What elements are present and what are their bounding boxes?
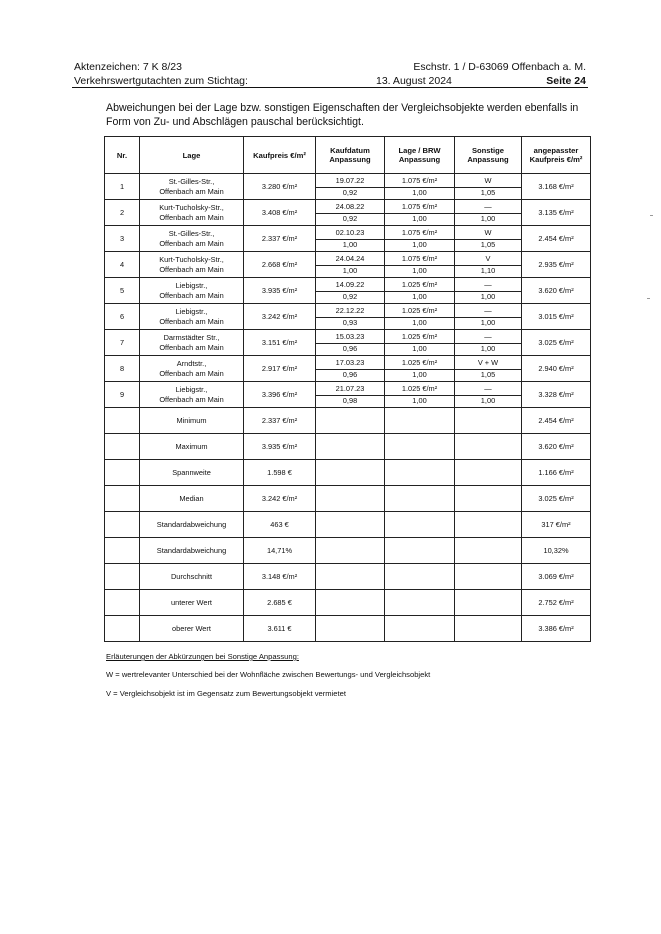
cell-lage: St.-Gilles-Str., Offenbach am Main xyxy=(140,174,244,200)
cell-angepasst: 3.015 €/m² xyxy=(522,304,591,330)
stat-angepasst: 3.025 €/m² xyxy=(522,486,591,512)
cell-sonstige: — 1,00 xyxy=(455,200,522,226)
stat-angepasst: 2.454 €/m² xyxy=(522,408,591,434)
cell-lage: Liebigstr., Offenbach am Main xyxy=(140,278,244,304)
stat-empty xyxy=(455,460,522,486)
col-header-kaufdatum: Kaufdatum Anpassung xyxy=(316,137,385,174)
stat-empty xyxy=(455,590,522,616)
page-header-right xyxy=(376,60,586,88)
cell-kaufpreis: 3.242 €/m² xyxy=(244,304,316,330)
stat-empty xyxy=(455,616,522,642)
stat-empty xyxy=(316,512,385,538)
col-header-angepasst: angepasster Kaufpreis €/m² xyxy=(522,137,591,174)
cell-nr: 2 xyxy=(105,200,140,226)
table-row xyxy=(105,252,591,278)
cell-angepasst: 2.935 €/m² xyxy=(522,252,591,278)
table-row xyxy=(105,174,591,200)
cell-lage: Liebigstr., Offenbach am Main xyxy=(140,382,244,408)
stat-angepasst: 3.386 €/m² xyxy=(522,616,591,642)
page-number: Seite 24 xyxy=(546,75,586,87)
cell-nr-empty xyxy=(105,460,140,486)
cell-sonstige: — 1,00 xyxy=(455,304,522,330)
cell-lage: Kurt-Tucholsky-Str., Offenbach am Main xyxy=(140,252,244,278)
cell-nr: 1 xyxy=(105,174,140,200)
cell-angepasst: 3.328 €/m² xyxy=(522,382,591,408)
stat-label: Standardabweichung xyxy=(140,538,244,564)
cell-kaufpreis: 2.917 €/m² xyxy=(244,356,316,382)
stat-row xyxy=(105,434,591,460)
cell-brw: 1.075 €/m² 1,00 xyxy=(385,226,455,252)
stat-row xyxy=(105,408,591,434)
cell-nr-empty xyxy=(105,434,140,460)
cell-kaufpreis: 3.280 €/m² xyxy=(244,174,316,200)
report-date: 13. August 2024 xyxy=(376,75,452,87)
scan-mark xyxy=(647,298,650,299)
report-subject: Verkehrswertgutachten zum Stichtag: xyxy=(74,75,248,87)
cell-kaufdatum: 02.10.23 1,00 xyxy=(316,226,385,252)
stat-empty xyxy=(316,434,385,460)
intro-paragraph: Abweichungen bei der Lage bzw. sonstigen Eigenschaften der Vergleichsobjekte werden ebenfalls in Form von Zu- und Abschlägen pauschal berücksichtigt. xyxy=(106,102,579,128)
cell-nr: 3 xyxy=(105,226,140,252)
case-number: Aktenzeichen: 7 K 8/23 xyxy=(74,61,182,73)
stat-row xyxy=(105,512,591,538)
table-row xyxy=(105,278,591,304)
footnote-v: V = Vergleichsobjekt ist im Gegensatz zum Bewertungsobjekt vermietet xyxy=(106,689,346,698)
stat-label: Standardabweichung xyxy=(140,512,244,538)
stat-empty xyxy=(455,538,522,564)
address: Eschstr. 1 / D-63069 Offenbach a. M. xyxy=(413,61,586,73)
cell-lage: Kurt-Tucholsky-Str., Offenbach am Main xyxy=(140,200,244,226)
col-header-brw: Lage / BRW Anpassung xyxy=(385,137,455,174)
header-divider xyxy=(72,87,588,88)
stat-row xyxy=(105,616,591,642)
stat-label: unterer Wert xyxy=(140,590,244,616)
col-header-lage: Lage xyxy=(140,137,244,174)
cell-kaufpreis: 3.935 €/m² xyxy=(244,278,316,304)
stat-kaufpreis: 3.611 € xyxy=(244,616,316,642)
table-row xyxy=(105,382,591,408)
table-header-row xyxy=(105,137,591,174)
cell-brw: 1.025 €/m² 1,00 xyxy=(385,278,455,304)
stat-kaufpreis: 3.148 €/m² xyxy=(244,564,316,590)
cell-nr-empty xyxy=(105,538,140,564)
stat-empty xyxy=(385,564,455,590)
cell-lage: Liebigstr., Offenbach am Main xyxy=(140,304,244,330)
cell-nr-empty xyxy=(105,590,140,616)
cell-nr-empty xyxy=(105,486,140,512)
scan-mark xyxy=(650,215,653,216)
cell-brw: 1.025 €/m² 1,00 xyxy=(385,356,455,382)
cell-nr: 4 xyxy=(105,252,140,278)
cell-nr-empty xyxy=(105,564,140,590)
cell-sonstige: W 1,05 xyxy=(455,226,522,252)
cell-nr: 6 xyxy=(105,304,140,330)
stat-empty xyxy=(385,512,455,538)
cell-angepasst: 3.168 €/m² xyxy=(522,174,591,200)
cell-sonstige: — 1,00 xyxy=(455,278,522,304)
cell-brw: 1.025 €/m² 1,00 xyxy=(385,304,455,330)
stat-label: Median xyxy=(140,486,244,512)
cell-sonstige: V + W 1,05 xyxy=(455,356,522,382)
cell-sonstige: W 1,05 xyxy=(455,174,522,200)
cell-brw: 1.075 €/m² 1,00 xyxy=(385,252,455,278)
stat-label: oberer Wert xyxy=(140,616,244,642)
stat-angepasst: 10,32% xyxy=(522,538,591,564)
cell-kaufpreis: 3.151 €/m² xyxy=(244,330,316,356)
cell-sonstige: V 1,10 xyxy=(455,252,522,278)
date-page-line xyxy=(376,74,586,88)
cell-kaufdatum: 15.03.23 0,96 xyxy=(316,330,385,356)
stat-row xyxy=(105,590,591,616)
table-row xyxy=(105,356,591,382)
cell-kaufpreis: 3.408 €/m² xyxy=(244,200,316,226)
stat-row xyxy=(105,538,591,564)
cell-kaufdatum: 14.09.22 0,92 xyxy=(316,278,385,304)
cell-sonstige: — 1,00 xyxy=(455,330,522,356)
stat-label: Durchschnitt xyxy=(140,564,244,590)
cell-kaufpreis: 2.337 €/m² xyxy=(244,226,316,252)
cell-kaufpreis: 2.668 €/m² xyxy=(244,252,316,278)
cell-nr: 5 xyxy=(105,278,140,304)
cell-nr: 8 xyxy=(105,356,140,382)
col-header-kaufpreis: Kaufpreis €/m² xyxy=(244,137,316,174)
cell-brw: 1.025 €/m² 1,00 xyxy=(385,330,455,356)
stat-empty xyxy=(385,460,455,486)
stat-row xyxy=(105,486,591,512)
stat-row xyxy=(105,564,591,590)
stat-kaufpreis: 2.685 € xyxy=(244,590,316,616)
stat-empty xyxy=(455,408,522,434)
stat-empty xyxy=(455,512,522,538)
stat-row xyxy=(105,460,591,486)
stat-empty xyxy=(316,408,385,434)
cell-kaufdatum: 24.08.22 0,92 xyxy=(316,200,385,226)
stat-empty xyxy=(316,538,385,564)
stat-empty xyxy=(455,486,522,512)
stat-empty xyxy=(385,590,455,616)
stat-empty xyxy=(316,616,385,642)
cell-nr-empty xyxy=(105,616,140,642)
cell-nr-empty xyxy=(105,408,140,434)
stat-empty xyxy=(316,564,385,590)
stat-kaufpreis: 1.598 € xyxy=(244,460,316,486)
table-row xyxy=(105,226,591,252)
stat-angepasst: 2.752 €/m² xyxy=(522,590,591,616)
cell-nr-empty xyxy=(105,512,140,538)
page-header-left xyxy=(74,60,248,88)
cell-brw: 1.025 €/m² 1,00 xyxy=(385,382,455,408)
cell-lage: Darmstädter Str., Offenbach am Main xyxy=(140,330,244,356)
stat-kaufpreis: 3.242 €/m² xyxy=(244,486,316,512)
stat-empty xyxy=(385,486,455,512)
cell-angepasst: 3.135 €/m² xyxy=(522,200,591,226)
stat-angepasst: 1.166 €/m² xyxy=(522,460,591,486)
stat-kaufpreis: 3.935 €/m² xyxy=(244,434,316,460)
stat-label: Maximum xyxy=(140,434,244,460)
comparison-table xyxy=(104,136,591,642)
stat-empty xyxy=(316,590,385,616)
stat-empty xyxy=(316,460,385,486)
footnote-title: Erläuterungen der Abkürzungen bei Sonstige Anpassung: xyxy=(106,652,299,661)
cell-angepasst: 2.940 €/m² xyxy=(522,356,591,382)
stat-empty xyxy=(316,486,385,512)
cell-angepasst: 3.620 €/m² xyxy=(522,278,591,304)
cell-lage: St.-Gilles-Str., Offenbach am Main xyxy=(140,226,244,252)
stat-kaufpreis: 14,71% xyxy=(244,538,316,564)
stat-empty xyxy=(455,434,522,460)
stat-label: Minimum xyxy=(140,408,244,434)
stat-angepasst: 3.069 €/m² xyxy=(522,564,591,590)
cell-kaufdatum: 19.07.22 0,92 xyxy=(316,174,385,200)
cell-kaufpreis: 3.396 €/m² xyxy=(244,382,316,408)
table-row xyxy=(105,330,591,356)
table-row xyxy=(105,304,591,330)
stat-kaufpreis: 2.337 €/m² xyxy=(244,408,316,434)
stat-empty xyxy=(385,538,455,564)
cell-brw: 1.075 €/m² 1,00 xyxy=(385,174,455,200)
col-header-nr: Nr. xyxy=(105,137,140,174)
cell-lage: Arndtstr., Offenbach am Main xyxy=(140,356,244,382)
cell-kaufdatum: 22.12.22 0,93 xyxy=(316,304,385,330)
footnote-w: W = wertrelevanter Unterschied bei der Wohnfläche zwischen Bewertungs- und Vergleichsobjekt xyxy=(106,670,431,679)
stat-label: Spannweite xyxy=(140,460,244,486)
stat-empty xyxy=(385,434,455,460)
cell-angepasst: 2.454 €/m² xyxy=(522,226,591,252)
stat-kaufpreis: 463 € xyxy=(244,512,316,538)
cell-angepasst: 3.025 €/m² xyxy=(522,330,591,356)
col-header-sonstige: Sonstige Anpassung xyxy=(455,137,522,174)
cell-kaufdatum: 24.04.24 1,00 xyxy=(316,252,385,278)
cell-kaufdatum: 21.07.23 0,98 xyxy=(316,382,385,408)
stat-angepasst: 317 €/m² xyxy=(522,512,591,538)
cell-nr: 7 xyxy=(105,330,140,356)
cell-sonstige: — 1,00 xyxy=(455,382,522,408)
cell-brw: 1.075 €/m² 1,00 xyxy=(385,200,455,226)
stat-empty xyxy=(385,408,455,434)
stat-angepasst: 3.620 €/m² xyxy=(522,434,591,460)
stat-empty xyxy=(455,564,522,590)
cell-nr: 9 xyxy=(105,382,140,408)
stat-empty xyxy=(385,616,455,642)
table-row xyxy=(105,200,591,226)
cell-kaufdatum: 17.03.23 0,96 xyxy=(316,356,385,382)
